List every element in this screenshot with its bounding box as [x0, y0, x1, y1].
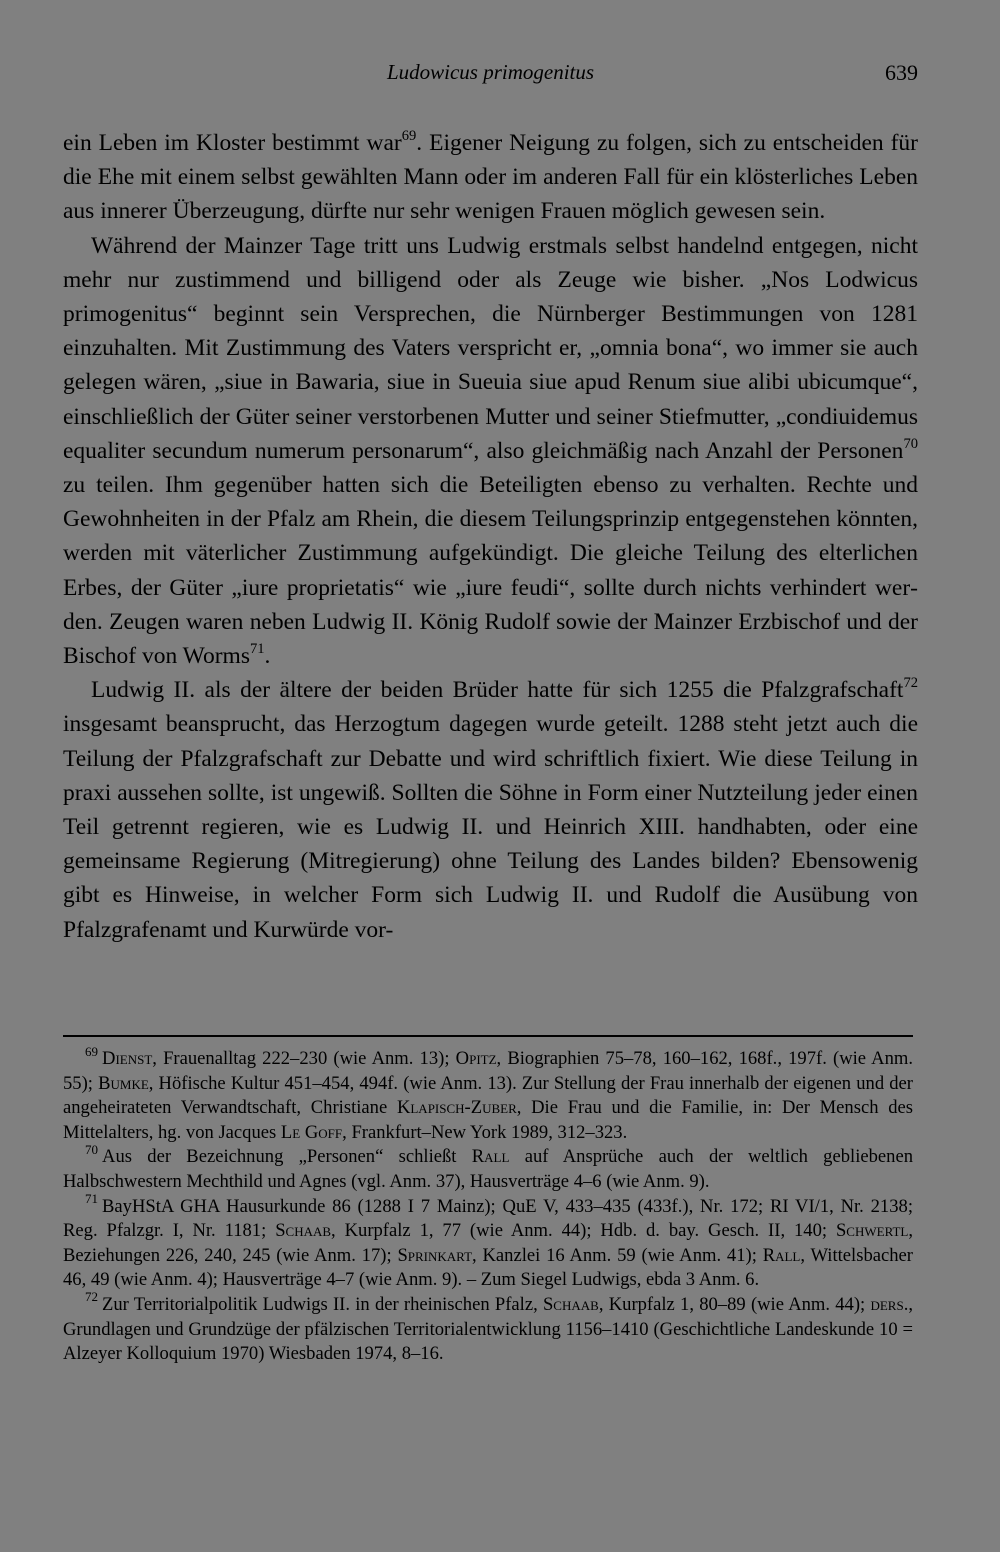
footnote-reference: 69 — [401, 127, 417, 144]
text-run: BayHStA GHA Hausurkunde 86 (1288 I 7 Mainz); QuE V, 433–435 (433f.), Nr. 172; RI VI/1, Nr. 2138; Reg. Pfalzgr. I, Nr. 1181; — [63, 1195, 913, 1242]
text-run: Ludwig II. als der ältere der beiden Brüder hatte für sich 1255 die Pfalzgrafschaft — [91, 677, 904, 704]
author-name: Rall — [471, 1146, 510, 1168]
footnote-number: 72 — [85, 1289, 99, 1305]
footnote-reference: 71 — [249, 640, 265, 657]
author-name: Opitz — [455, 1048, 497, 1069]
author-name: Dienst — [102, 1048, 153, 1069]
author-name: Rall — [762, 1244, 801, 1266]
footnote-reference: 70 — [903, 435, 918, 452]
text-run: Aus der Bezeichnung „Personen“ schließt — [102, 1146, 472, 1168]
footnote-number: 71 — [85, 1191, 99, 1207]
text-run: , Beziehungen 226, 240, 245 (wie Anm. 17); — [63, 1220, 913, 1266]
text-run: , Kurpfalz 1, 80–89 (wie Anm. 44); — [598, 1293, 871, 1315]
footnote-number: 70 — [85, 1141, 99, 1157]
footnote-number: 69 — [85, 1043, 99, 1059]
text-run: , Frankfurt–New York 1989, 312–323. — [342, 1121, 628, 1143]
running-title: Ludowicus primogenitus — [386, 60, 595, 84]
author-name: Sprinkart — [397, 1244, 473, 1266]
text-run: Während der Mainzer Tage tritt uns Ludwig erstmals selbst handelnd entgegen, nicht mehr nur zustimmend und billigend oder als Zeuge wie bisher. „Nos Lodwicus primogenitus“ beginnt sein Versprechen, die Nürnberger Bestimmungen von 1281 einzuhalten. Mit Zustimmung des Vaters verspricht er, „omnia bona“, wo immer sie auch gelegen wären, „siue in Bawaria, siue in Sueuia siue apud Renum siue alibi ubicumque“, einschließlich der Güter seiner verstorbenen Mutter und seiner Stiefmutter, „condiuidemus equaliter secundum numerum personarum“, also gleichmäßig nach Anzahl der Personen — [63, 232, 918, 464]
text-run: zu teilen. Ihm gegenüber hatten sich die Beteiligten ebenso zu verhalten. Rechte und Gewohnheiten in der Pfalz am Rhein, die diesem Teilungsprinzip entgegenstehen könnten, werden mit väterlicher Zustimmung aufgekündigt. Die gleiche Teilung des elterlichen Erbes, der Güter „iure proprietatis“ wie „iure feudi“, sollte durch nichts verhindert werden. Zeugen waren neben Ludwig II. König Rudolf sowie der Mainzer Erzbischof und der Bischof von Worms — [63, 472, 918, 670]
author-name: Schaab — [542, 1293, 599, 1315]
footnote — [63, 1043, 914, 1145]
paragraph — [63, 126, 918, 229]
author-name: ders — [870, 1293, 904, 1315]
author-name: Schaab — [275, 1220, 332, 1242]
author-name: Le Goff — [280, 1121, 343, 1143]
author-name: Schwertl — [835, 1220, 909, 1242]
paragraph — [63, 673, 918, 947]
text-run: , Die Frau und die Familie, in: Der Mensch des Mittelalters, hg. von Jacques — [63, 1097, 913, 1143]
text-run: ., Grundlagen und Grundzüge der pfälzischen Territorialentwicklung 1156–1410 (Geschichtliche Landeskunde 10 = Alzeyer Kolloquium 1970) Wiesbaden 1974, 8–16. — [63, 1293, 913, 1365]
text-run: , Frauenalltag 222–230 (wie Anm. 13); — [152, 1048, 456, 1069]
text-run: , Höfische Kultur 451–454, 494f. (wie Anm. 13). Zur Stellung der Frau innerhalb der eigenen und der angeheirateten Verwandtschaft, Christiane — [63, 1072, 913, 1119]
author-name: Bumke — [98, 1072, 149, 1094]
footnote-reference: 72 — [903, 674, 918, 691]
main-text — [63, 126, 918, 947]
text-run: Zur Territorialpolitik Ludwigs II. in der rheinischen Pfalz, — [102, 1293, 543, 1315]
text-run: auf Ansprüche auch der weltlich gebliebenen Halbschwestern Mechthild und Agnes (vgl. Anm. 37), Hausverträge 4–6 (wie Anm. 9). — [63, 1146, 914, 1192]
author-name: Klapisch-Zuber — [396, 1097, 517, 1119]
footnote — [63, 1141, 914, 1194]
text-run: insgesamt beansprucht, das Herzogtum dagegen wurde geteilt. 1288 steht jetzt auch die Teilung der Pfalzgrafschaft zur Debatte und wird schriftlich fixiert. Wie diese Teilung in praxi aussehen sollte, ist ungewiß. Sollten die Söhne in Form einer Nutzteilung jeder einen Teil getrennt regieren, wie es Ludwig II. und Heinrich XIII. handhabten, oder eine gemeinsame Regierung (Mitregierung) ohne Teilung des Landes bilden? Ebensowenig gibt es Hinweise, in welcher Form sich Ludwig II. und Rudolf die Ausübung von Pfalzgrafenamt und Kurwürde vor- — [63, 711, 918, 943]
footnote — [63, 1191, 913, 1293]
footnote-separator — [63, 1035, 913, 1037]
footnote — [63, 1289, 913, 1367]
footnotes — [63, 1043, 914, 1367]
text-run: , Kurpfalz 1, 77 (wie Anm. 44); Hdb. d. bay. Gesch. II, 140; — [331, 1220, 836, 1242]
page-header — [63, 60, 918, 90]
book-page — [63, 0, 918, 1552]
text-run: , Wittelsbacher 46, 49 (wie Anm. 4); Hausverträge 4–7 (wie Anm. 9). – Zum Siegel Ludwigs, ebda 3 Anm. 6. — [63, 1244, 913, 1291]
text-run: . Eigener Neigung zu folgen, sich zu entscheiden für die Ehe mit einem selbst gewählten Mann oder im anderen Fall für ein klösterliches Leben aus innerer Überzeugung, dürfte nur sehr wenigen Frauen möglich gewesen sein. — [63, 130, 918, 225]
text-run: . — [264, 643, 271, 670]
text-run: ein Leben im Kloster bestimmt war — [63, 130, 402, 156]
text-run: , Biographien 75–78, 160–162, 168f., 197f. (wie Anm. 55); — [63, 1048, 914, 1094]
paragraph — [63, 229, 918, 674]
page-number: 639 — [885, 60, 918, 85]
text-run: , Kanzlei 16 Anm. 59 (wie Anm. 41); — [472, 1244, 763, 1266]
